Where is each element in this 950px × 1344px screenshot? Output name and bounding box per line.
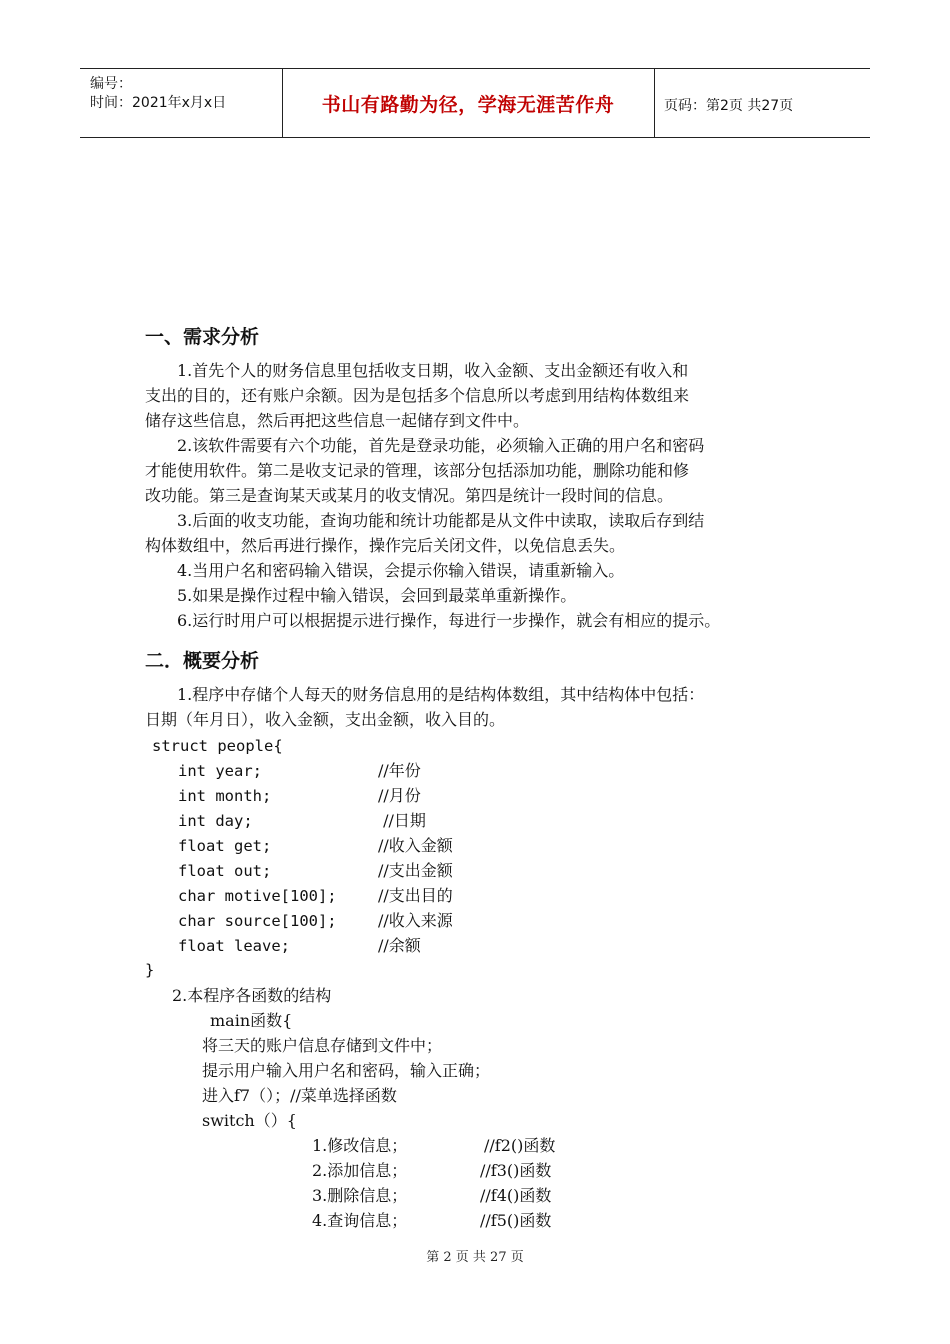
code-line: char source[100]; (178, 912, 337, 930)
code-comment: //f2()函数 (484, 1136, 556, 1155)
code-comment: //年份 (378, 761, 421, 780)
paragraph-line: 支出的目的，还有账户余额。因为是包括多个信息所以考虑到用结构体数组来 (145, 386, 690, 405)
code-line: } (145, 961, 155, 979)
page-footer: 第 2 页 共 27 页 (426, 1250, 524, 1265)
header-motto: 书山有路勤为径，学海无涯苦作舟 (321, 94, 615, 116)
paragraph-line: 5.如果是操作过程中输入错误，会回到最菜单重新操作。 (177, 586, 577, 605)
paragraph-line: 4.当用户名和密码输入错误，会提示你输入错误，请重新输入。 (177, 561, 625, 580)
header-page-info: 页码：第2页 共27页 (664, 98, 794, 114)
paragraph-line: 日期（年月日），收入金额，支出金额，收入目的。 (145, 710, 506, 729)
code-line: float get; (178, 837, 272, 855)
code-comment: //f4()函数 (480, 1186, 552, 1205)
paragraph-line: 1.程序中存储个人每天的财务信息用的是结构体数组，其中结构体中包括： (177, 685, 705, 704)
paragraph-line: 才能使用软件。第二是收支记录的管理，该部分包括添加功能，删除功能和修 (145, 461, 690, 480)
paragraph-line: 改功能。第三是查询某天或某月的收支情况。第四是统计一段时间的信息。 (145, 486, 674, 505)
list-item: 1.修改信息； (312, 1136, 408, 1155)
code-comment: //支出金额 (378, 861, 453, 880)
code-line: struct people{ (152, 737, 283, 755)
code-comment: //收入金额 (378, 836, 453, 855)
paragraph-line: 2.该软件需要有六个功能，首先是登录功能，必须输入正确的用户名和密码 (177, 436, 705, 455)
code-line: char motive[100]; (178, 887, 337, 905)
code-comment: //f5()函数 (480, 1211, 552, 1230)
section-body (145, 682, 825, 732)
code-line: 将三天的账户信息存储到文件中； (202, 1036, 443, 1055)
header-divider (654, 69, 655, 137)
code-comment: //月份 (378, 786, 421, 805)
code-line: main函数{ (210, 1011, 293, 1030)
code-line: int month; (178, 787, 272, 805)
section-title: 二．概要分析 (145, 650, 260, 672)
code-line: float out; (178, 862, 272, 880)
code-line: 提示用户输入用户名和密码，输入正确； (202, 1061, 491, 1080)
paragraph-line: 6.运行时用户可以根据提示进行操作，每进行一步操作，就会有相应的提示。 (177, 611, 721, 630)
section-body (145, 358, 825, 633)
header-meta (90, 75, 226, 113)
code-line: switch（）{ (202, 1111, 297, 1130)
list-item: 4.查询信息； (312, 1211, 408, 1230)
code-comment: //收入来源 (378, 911, 453, 930)
paragraph-line: 构体数组中，然后再进行操作，操作完后关闭文件，以免信息丢失。 (145, 536, 626, 555)
code-comment: //余额 (378, 936, 421, 955)
list-item: 2.本程序各函数的结构 (172, 986, 332, 1005)
paragraph-line: 储存这些信息，然后再把这些信息一起储存到文件中。 (145, 411, 530, 430)
paragraph-line: 1.首先个人的财务信息里包括收支日期，收入金额、支出金额还有收入和 (177, 361, 689, 380)
code-line: int year; (178, 762, 262, 780)
section-title: 一、需求分析 (145, 326, 260, 348)
code-line: float leave; (178, 937, 290, 955)
list-item: 2.添加信息； (312, 1161, 408, 1180)
list-item: 3.删除信息； (312, 1186, 408, 1205)
doc-number-label: 编号： (90, 76, 132, 92)
doc-time-label: 时间：2021年x月x日 (90, 95, 227, 111)
code-line: int day; (178, 812, 253, 830)
paragraph-line: 3.后面的收支功能，查询功能和统计功能都是从文件中读取，读取后存到结 (177, 511, 705, 530)
code-comment: //f3()函数 (480, 1161, 552, 1180)
page-header (80, 68, 870, 138)
code-line: 进入f7（）；//菜单选择函数 (202, 1086, 397, 1105)
code-comment: //日期 (378, 811, 426, 830)
code-comment: //支出目的 (378, 886, 453, 905)
